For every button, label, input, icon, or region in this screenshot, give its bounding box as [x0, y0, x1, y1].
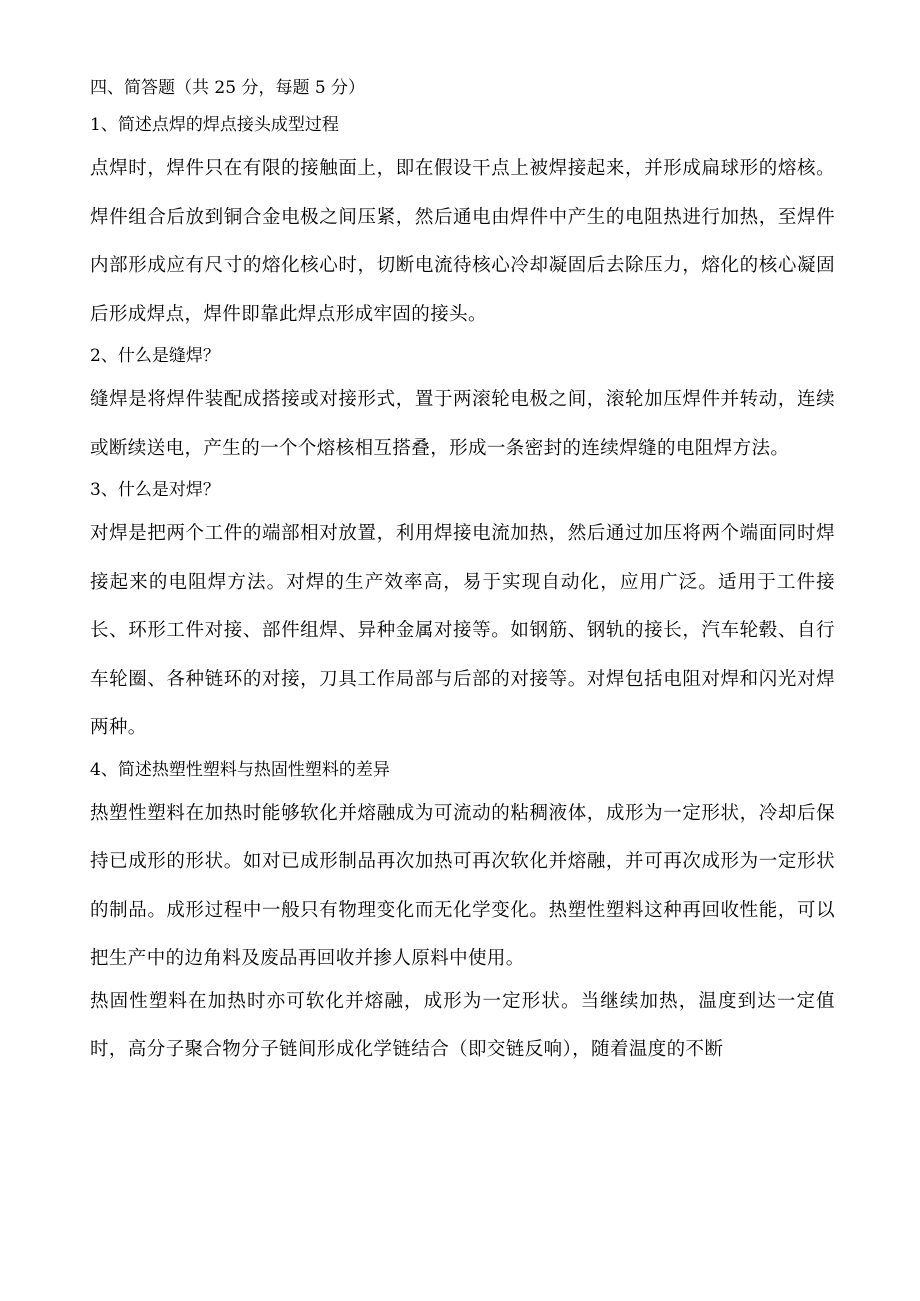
- question-3-title: 3、什么是对焊？: [90, 480, 220, 500]
- question-4-title: 4、简述热塑性塑料与热固性塑料的差异: [90, 759, 390, 780]
- document-page: [90, 78, 835, 1075]
- question-1-title: 1、简述点焊的焊点接头成型过程: [90, 115, 339, 135]
- question-4-answer-thermoplastic: 热塑性塑料在加热时能够软化并熔融成为可流动的粘稠液体，成形为一定形状，冷却后保持已成形的形状。如对已成形制品再次加热可再次软化并熔融，并可再次成形为一定形状的制品。成形过程中一般只有物理变化而无化学变化。热塑性塑料这种再回收性能，可以把生产中的边角料及废品再回收并掺人原料中使用。: [90, 802, 835, 969]
- question-4-answer-thermoset: 热固性塑料在加热时亦可软化并熔融，成形为一定形状。当继续加热，温度到达一定值时，高分子聚合物分子链间形成化学链结合（即交链反响），随着温度的不断: [90, 990, 835, 1060]
- question-2-answer: 缝焊是将焊件装配成搭接或对接形式，置于两滚轮电极之间，滚轮加压焊件并转动，连续或断续送电，产生的一个个熔核相互搭叠，形成一条密封的连续焊缝的电阻焊方法。: [90, 389, 835, 459]
- section-title: 四、简答题（共 25 分，每题 5 分）: [90, 78, 366, 98]
- question-2-title: 2、什么是缝焊？: [90, 346, 220, 366]
- question-3-answer: 对焊是把两个工件的端部相对放置，利用焊接电流加热，然后通过加压将两个端面同时焊接起来的电阻焊方法。对焊的生产效率高，易于实现自动化，应用广泛。适用于工件接长、环形工件对接、部件组焊、异种金属对接等。如钢筋、钢轨的接长，汽车轮毂、自行车轮圈、各种链环的对接，刀具工作局部与后部的对接等。对焊包括电阻对焊和闪光对焊两种。: [90, 523, 835, 738]
- question-1-answer: 点焊时，焊件只在有限的接触面上，即在假设干点上被焊接起来，并形成扁球形的熔核。焊件组合后放到铜合金电极之间压紧，然后通电由焊件中产生的电阻热进行加热，至焊件内部形成应有尺寸的熔化核心时，切断电流待核心冷却凝固后去除压力，熔化的核心凝固后形成焊点，焊件即靠此焊点形成牢固的接头。: [90, 158, 835, 325]
